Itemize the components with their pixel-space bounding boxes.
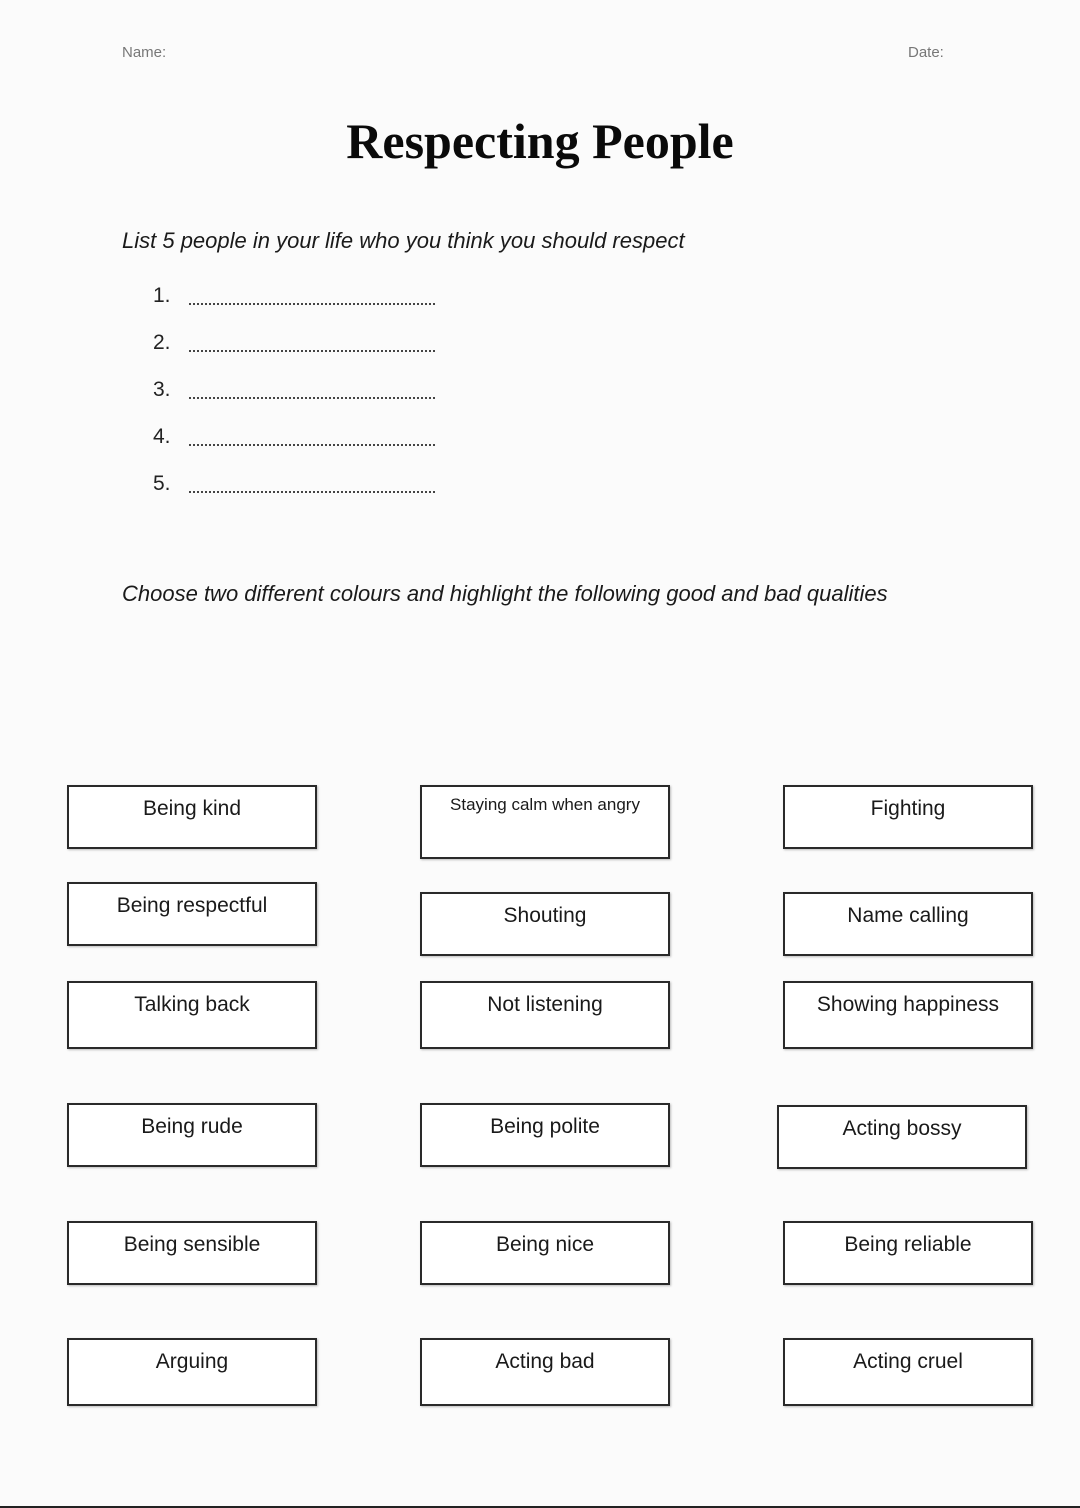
dotted-answer-line — [189, 395, 435, 399]
highlight-instruction: Choose two different colours and highlight the following good and bad qualities — [122, 581, 888, 606]
dotted-answer-line — [189, 489, 435, 493]
quality-box-not-listening: Not listening — [420, 981, 670, 1049]
name-label: Name: — [122, 44, 167, 61]
quality-box-acting-bossy: Acting bossy — [777, 1105, 1027, 1169]
quality-box-being-kind: Being kind — [67, 785, 317, 849]
list-item — [153, 425, 435, 472]
list-number: 2. — [153, 331, 171, 354]
quality-box-acting-cruel: Acting cruel — [783, 1338, 1033, 1406]
list-item — [153, 378, 435, 425]
date-label: Date: — [908, 44, 944, 61]
list-item — [153, 284, 435, 331]
people-list — [153, 284, 435, 519]
list-number: 4. — [153, 425, 171, 448]
quality-box-showing-happiness: Showing happiness — [783, 981, 1033, 1049]
quality-box-being-nice: Being nice — [420, 1221, 670, 1285]
list-number: 5. — [153, 472, 171, 495]
quality-box-being-rude: Being rude — [67, 1103, 317, 1167]
quality-box-arguing: Arguing — [67, 1338, 317, 1406]
list-number: 3. — [153, 378, 171, 401]
quality-box-being-reliable: Being reliable — [783, 1221, 1033, 1285]
quality-box-shouting: Shouting — [420, 892, 670, 956]
quality-box-talking-back: Talking back — [67, 981, 317, 1049]
quality-box-staying-calm: Staying calm when angry — [420, 785, 670, 859]
quality-box-being-sensible: Being sensible — [67, 1221, 317, 1285]
dotted-answer-line — [189, 348, 435, 352]
dotted-answer-line — [189, 301, 435, 305]
list-number: 1. — [153, 284, 171, 307]
list-instruction: List 5 people in your life who you think you should respect — [122, 228, 685, 253]
quality-box-acting-bad: Acting bad — [420, 1338, 670, 1406]
page-title: Respecting People — [346, 113, 734, 169]
quality-box-fighting: Fighting — [783, 785, 1033, 849]
list-item — [153, 472, 435, 519]
quality-box-being-polite: Being polite — [420, 1103, 670, 1167]
list-item — [153, 331, 435, 378]
quality-box-name-calling: Name calling — [783, 892, 1033, 956]
quality-box-being-respectful: Being respectful — [67, 882, 317, 946]
dotted-answer-line — [189, 442, 435, 446]
